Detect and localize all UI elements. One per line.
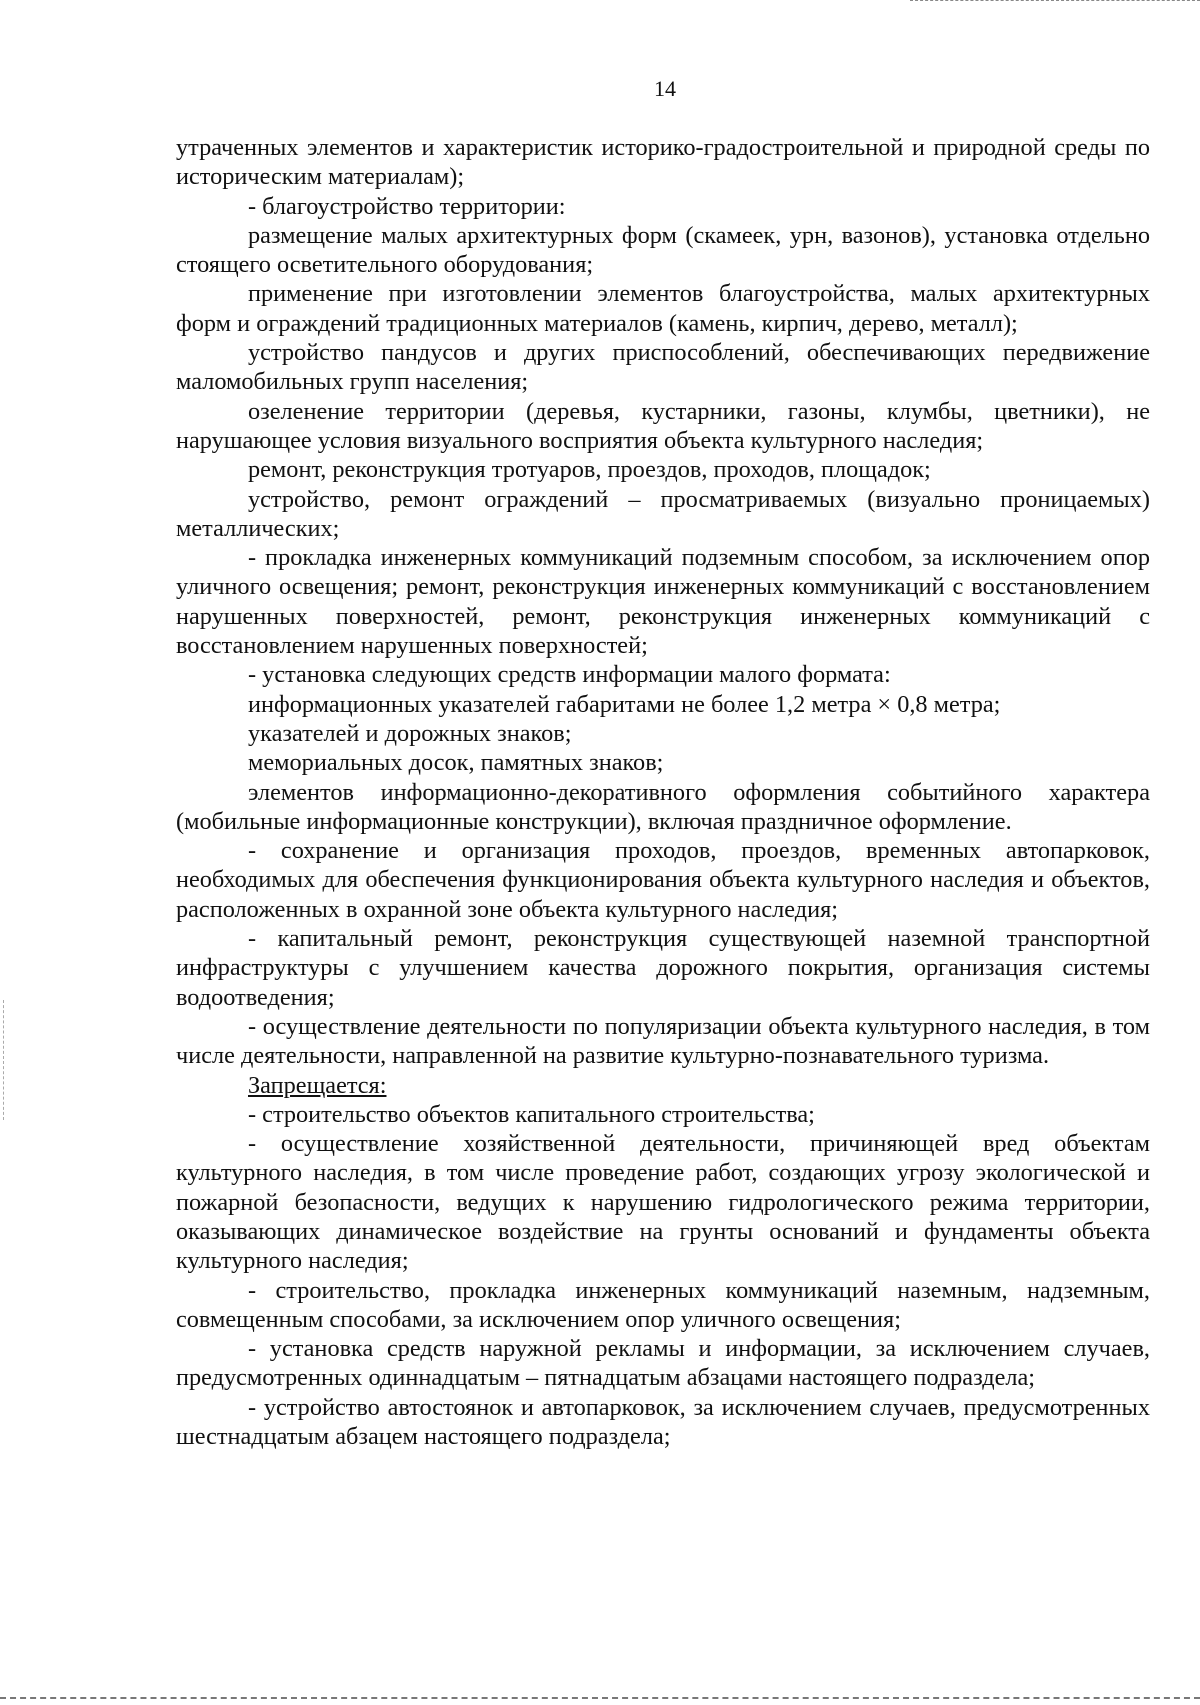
paragraph: - осуществление хозяйственной деятельности, причиняющей вред объектам культурного наследия, в том числе проведение работ, создающих угрозу экологической и пожарной безопасности, ведущих к нарушению гидрологического режима территории, оказывающих динамическое воздействие на грунты оснований и фундаменты объекта культурного наследия; bbox=[176, 1130, 1150, 1275]
prohibited-heading: Запрещается: bbox=[248, 1071, 387, 1099]
document-body bbox=[176, 133, 1150, 1451]
page-number: 14 bbox=[654, 76, 676, 101]
prohibited-heading-paragraph bbox=[176, 1071, 1150, 1100]
paragraph: - строительство, прокладка инженерных коммуникаций наземным, надземным, совмещенным способами, за исключением опор уличного освещения; bbox=[176, 1276, 1150, 1333]
paragraph: - сохранение и организация проходов, проездов, временных автопарковок, необходимых для обеспечения функционирования объекта культурного наследия и объектов, расположенных в охранной зоне объекта культурного наследия; bbox=[176, 837, 1150, 923]
paragraph: указателей и дорожных знаков; bbox=[248, 719, 572, 747]
paragraph: элементов информационно-декоративного оформления событийного характера (мобильные информационные конструкции), включая праздничное оформление. bbox=[176, 778, 1150, 835]
paragraph: устройство, ремонт ограждений – просматриваемых (визуально проницаемых) металлических; bbox=[176, 485, 1150, 542]
paragraph: информационных указателей габаритами не более 1,2 метра × 0,8 метра; bbox=[248, 690, 1001, 718]
scan-edge-left bbox=[3, 1000, 5, 1120]
paragraph: - осуществление деятельности по популяризации объекта культурного наследия, в том числе деятельности, направленной на развитие культурно-познавательного туризма. bbox=[176, 1012, 1150, 1070]
paragraph: ремонт, реконструкция тротуаров, проездов, проходов, площадок; bbox=[248, 456, 931, 484]
scan-edge-bottom bbox=[0, 1697, 1200, 1701]
paragraph: - строительство объектов капитального строительства; bbox=[248, 1100, 815, 1128]
paragraph: озеленение территории (деревья, кустарники, газоны, клумбы, цветники), не нарушающее условия визуального восприятия объекта культурного наследия; bbox=[176, 397, 1150, 454]
paragraph: - установка следующих средств информации малого формата: bbox=[248, 661, 891, 689]
paragraph: мемориальных досок, памятных знаков; bbox=[248, 749, 664, 777]
paragraph: - установка средств наружной рекламы и информации, за исключением случаев, предусмотренных одиннадцатым – пятнадцатым абзацами настоящего подраздела; bbox=[176, 1335, 1150, 1392]
paragraph: - капитальный ремонт, реконструкция существующей наземной транспортной инфраструктуры с улучшением качества дорожного покрытия, организация системы водоотведения; bbox=[176, 925, 1150, 1011]
paragraph: - прокладка инженерных коммуникаций подземным способом, за исключением опор уличного освещения; ремонт, реконструкция инженерных коммуникаций с восстановлением нарушенных поверхностей, ремонт, реконструкция инженерных коммуникаций с восстановлением нарушенных поверхностей; bbox=[176, 544, 1150, 660]
paragraph: применение при изготовлении элементов благоустройства, малых архитектурных форм и ограждений традиционных материалов (камень, кирпич, дерево, металл); bbox=[176, 280, 1150, 337]
scan-edge-top bbox=[910, 0, 1200, 3]
paragraph: - благоустройство территории: bbox=[248, 192, 566, 220]
paragraph: размещение малых архитектурных форм (скамеек, урн, вазонов), установка отдельно стоящего осветительного оборудования; bbox=[176, 221, 1150, 279]
paragraph: утраченных элементов и характеристик историко-градостроительной и природной среды по историческим материалам); bbox=[176, 134, 1150, 191]
paragraph: устройство пандусов и других приспособлений, обеспечивающих передвижение маломобильных групп населения; bbox=[176, 339, 1150, 396]
paragraph: - устройство автостоянок и автопарковок, за исключением случаев, предусмотренных шестнадцатым абзацем настоящего подраздела; bbox=[176, 1393, 1150, 1451]
